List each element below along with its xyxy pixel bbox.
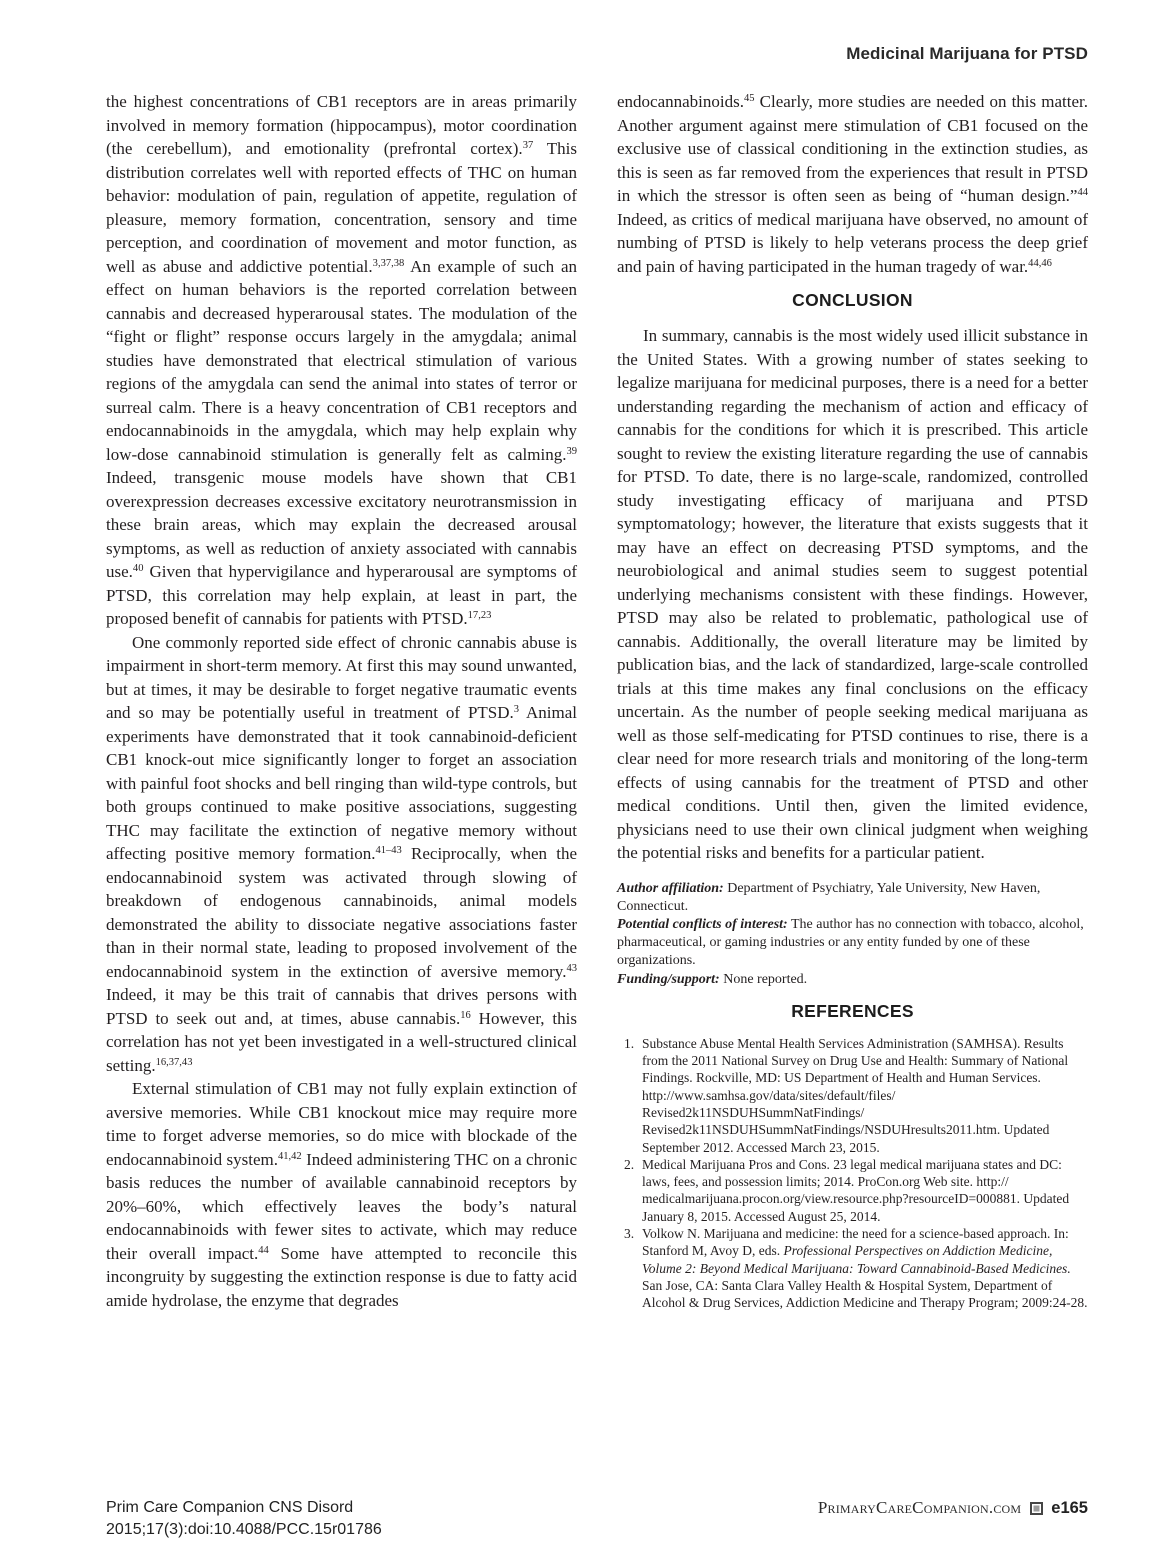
reference-item	[617, 1225, 1088, 1311]
author-affiliation-note: Author affiliation: Department of Psychiatry, Yale University, New Haven, Connecticut.	[617, 880, 1041, 914]
reference-text: Substance Abuse Mental Health Services Administration (SAMHSA). Results from the 2011 National Survey on Drug Use and Health: Summary of National Findings. Rockville, MD: US Department of Health and Human Services. http://www.samhsa.gov/data/sites/default/files/ Revised2k11NSDUHSummNatFindings/ Revised2k11NSDUHSummNatFindings/NSDUHresults2011.htm. Updated September 2012. Accessed March 23, 2015.	[642, 1035, 1069, 1155]
reference-number: 1.	[624, 1035, 635, 1051]
conclusion-heading: CONCLUSION	[792, 290, 913, 310]
body-paragraph: the highest concentrations of CB1 receptors are in areas primarily involved in memory formation (hippocampus), motor coordination (the cerebellum), and emotionality (prefrontal cortex).$^{37}$ This distribution correlates well with reported effects of THC on human behavior: modulation of pain, regulation of appetite, regulation of pleasure, memory formation, concentration, sensory and time perception, and coordination of movement and motor function, as well as abuse and addictive potential.$^{3,37,38}$ An example of such an effect on human behaviors is the reported correlation between cannabis and decreased hyperarousal states. The modulation of the “fight or flight” response occurs largely in the amygdala; animal studies have demonstrated that electrical stimulation of various regions of the amygdala can send the animal into states of terror or surreal calm. There is a heavy concentration of CB1 receptors and endocannabinoids in the amygdala, which may help explain why low-dose cannabinoid stimulation is generally felt as calming.$^{39}$ Indeed, transgenic mouse models have shown that CB1 overexpression decreases excessive excitatory neurotransmission in these brain areas, which may explain the decreased arousal symptoms, as well as reduction of anxiety associated with cannabis use.$^{40}$ Given that hypervigilance and hyperarousal are symptoms of PTSD, this correlation may help explain, at least in part, the proposed benefit of cannabis for patients with PTSD.$^{17,23}$	[106, 92, 577, 628]
journal-doi: 2015;17(3):doi:10.4088/PCC.15r01786	[106, 1520, 382, 1538]
body-paragraph: External stimulation of CB1 may not fully explain extinction of aversive memories. While CB1 knockout mice may require more time to forget adverse memories, so do mice with blockade of the endocannabinoid system.$^{41,42}$ Indeed administering THC on a chronic basis reduces the number of available cannabinoid receptors by 20%–60%, which effectively leaves the body’s natural endocannabinoids with fewer sites to activate, which may reduce their overall impact.$^{44}$ Some have attempted to reconcile this incongruity by suggesting the extinction response is due to fatty acid amide hydrolase, the enzyme that degrades	[106, 1079, 577, 1310]
journal-name: Prim Care Companion CNS Disord	[106, 1499, 354, 1516]
author-notes	[617, 880, 1088, 989]
page-number: e165	[1051, 1498, 1088, 1517]
two-column-body	[106, 90, 1088, 1312]
left-column	[106, 90, 577, 1312]
reference-item	[617, 1156, 1088, 1225]
body-paragraph: One commonly reported side effect of chronic cannabis abuse is impairment in short-term memory. At first this may sound unwanted, but at times, it may be desirable to forget negative traumatic events and so may be potentially useful in treatment of PTSD.$^3$ Animal experiments have demonstrated that it took cannabinoid-deficient CB1 knock-out mice significantly longer to forget an association with painful foot shocks and bell ringing than wild-type controls, but both groups continued to make positive associations, suggesting THC may facilitate the extinction of negative memory without affecting positive memory formation.$^{41-43}$ Reciprocally, when the endocannabinoid system was activated through slowing of breakdown of endogenous cannabinoids, animal models demonstrated the ability to dissociate negative associations faster than in their normal state, leading to proposed involvement of the endocannabinoid system in the extinction of aversive memory.$^{43}$ Indeed, it may be this trait of cannabis that drives persons with PTSD to seek out and, at times, abuse cannabis.$^{16}$ However, this correlation has not yet been investigated in a well-structured clinical setting.$^{16,37,43}$	[106, 632, 578, 1075]
conflicts-of-interest-note: Potential conflicts of interest: The author has no connection with tobacco, alcohol, pharmaceutical, or gaming industries or any entity funded by one of these organizations.	[617, 916, 1084, 969]
body-paragraph: endocannabinoids.$^{45}$ Clearly, more studies are needed on this matter. Another argument against mere stimulation of CB1 focused on the exclusive use of classical conditioning in the extinction studies, as this is seen as far removed from the experiences that result in PTSD in which the stressor is often seen as being of “human design.”$^{44}$ Indeed, as critics of medical marijuana have observed, no amount of numbing of PTSD is likely to help veterans process the deep grief and pain of having participated in the human tragedy of war.$^{44,46}$	[617, 92, 1088, 276]
journal-website: PrimaryCareCompanion.com	[817, 1498, 1022, 1517]
journal-citation	[106, 1497, 382, 1540]
reference-item	[617, 1035, 1088, 1156]
running-head: Medicinal Marijuana for PTSD	[846, 44, 1088, 63]
footer-right	[818, 1498, 1088, 1518]
references-heading: REFERENCES	[791, 1000, 914, 1021]
reference-list	[617, 1035, 1088, 1312]
page-marker-square-icon	[1030, 1502, 1043, 1515]
reference-text: Volkow N. Marijuana and medicine: the need for a science-based approach. In: Stanford M, Avoy D, eds. Professional Perspectives on Addiction Medicine, Volume 2: Beyond Medical Marijuana: Toward Cannabinoid-Based Medicines. San Jose, CA: Santa Clara Valley Health & Hospital System, Department of Alcohol & Drug Services, Addiction Medicine and Therapy Program; 2009:24-28.	[642, 1225, 1088, 1311]
funding-note: Funding/support: None reported.	[617, 971, 808, 987]
conclusion-paragraph: In summary, cannabis is the most widely used illicit substance in the United States. With a growing number of states seeking to legalize marijuana for medicinal purposes, there is a need for a better understanding regarding the mechanism of action and efficacy of cannabis for the conditions for which it is prescribed. This article sought to review the existing literature regarding the use of cannabis for PTSD. To date, there is no large-scale, randomized, controlled study investigating efficacy of marijuana and PTSD symptomatology; however, the literature that exists suggests that it may have an effect on decreasing PTSD symptoms, and the neurobiological and animal studies seem to suggest potential underlying mechanisms consistent with these findings. However, PTSD may also be related to problematic, pathological use of cannabis. Additionally, the overall literature may be limited by publication bias, and the lack of standardized, large-scale controlled trials at this time makes any final conclusions on the efficacy uncertain. As the number of people seeking medical marijuana as well as those self-medicating for PTSD continues to rise, there is a clear need for more research trials and monitoring of the long-term effects of using cannabis for the treatment of PTSD and other medical conditions. Until then, given the limited evidence, physicians need to use their own clinical judgment when weighing the potential risks and benefits for a particular patient.	[617, 326, 1088, 862]
reference-number: 2.	[624, 1156, 635, 1172]
right-column	[617, 90, 1088, 1312]
page-footer	[106, 1497, 1088, 1540]
reference-text: Medical Marijuana Pros and Cons. 23 legal medical marijuana states and DC: laws, fees, and possession limits; 2014. ProCon.org Web site. http:// medicalmarijuana.procon.org/view.resource.php?resourceID=000881. Updated January 8, 2015. Accessed August 25, 2014.	[642, 1156, 1070, 1224]
reference-number: 3.	[624, 1225, 635, 1241]
